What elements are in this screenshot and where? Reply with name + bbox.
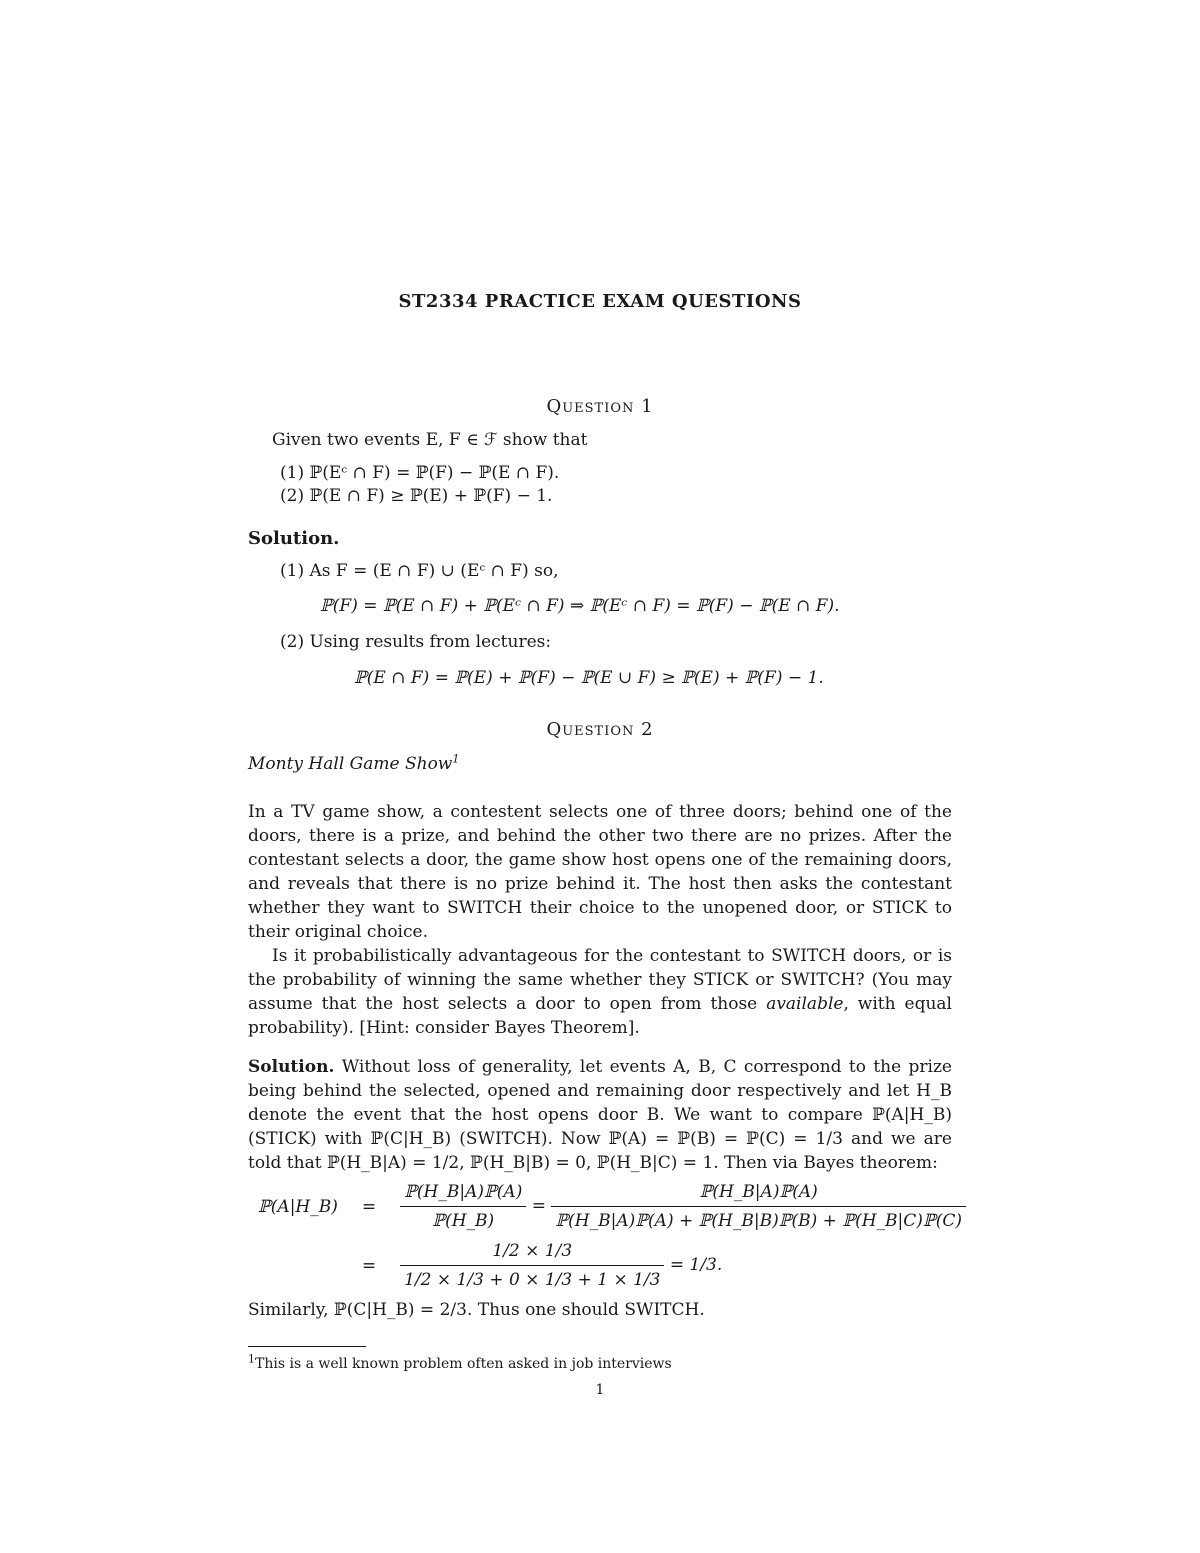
footnote-mark: 1: [248, 1352, 255, 1366]
question-2-solution-text: Without loss of generality, let events A, B, C correspond to the prize being behind the selected, opened and remaining door respectively and let H_B denote the event that the host opens door B. We want to compare ℙ(A|H_B) (STICK) with ℙ(C|H_B) (SWITCH). Now ℙ(A) = ℙ(B) = ℙ(C) = 1/3 and we are told that ℙ(H_B|A) = 1/2, ℙ(H_B|B) = 0, ℙ(H_B|C) = 1. Then via Bayes theorem:: [248, 1057, 952, 1173]
footnote-rule: [248, 1346, 366, 1347]
question-1-prompt: Given two events E, F ∈ ℱ show that: [272, 430, 588, 450]
question-2-conclusion: Similarly, ℙ(C|H_B) = 2/3. Thus one should SWITCH.: [248, 1300, 705, 1320]
bayes-result: = 1/3.: [669, 1255, 723, 1275]
bayes-fraction-1-denominator: ℙ(H_B): [432, 1211, 495, 1231]
question-1-heading: Question 1: [546, 396, 654, 417]
bayes-fraction-2-denominator: ℙ(H_B|A)ℙ(A) + ℙ(H_B|B)ℙ(B) + ℙ(H_B|C)ℙ(C): [555, 1211, 962, 1231]
page-number: 1: [595, 1382, 605, 1398]
page-title: ST2334 PRACTICE EXAM QUESTIONS: [398, 291, 802, 312]
solution-1-intro: (1) As F = (E ∩ F) ∪ (Eᶜ ∩ F) so,: [280, 561, 559, 581]
question-2-paragraph-2: [248, 944, 952, 1040]
question-2-subtitle: [248, 752, 459, 776]
question-1-item-2: (2) ℙ(E ∩ F) ≥ ℙ(E) + ℙ(F) − 1.: [280, 486, 553, 506]
question-2-solution: [248, 1055, 952, 1175]
bayes-fraction-3-numerator: 1/2 × 1/3: [400, 1239, 664, 1266]
bayes-equals-2: =: [361, 1255, 377, 1276]
bayes-fraction-1: [400, 1180, 526, 1233]
question-2-subtitle-text: Monty Hall Game Show: [248, 754, 453, 774]
paragraph-2-emphasis: available: [766, 994, 844, 1014]
paragraph-2-part-b: , with equal probability). [Hint: consider Bayes Theorem].: [248, 994, 952, 1038]
question-2-paragraph-1: In a TV game show, a contestent selects one of three doors; behind one of the doors, there is a prize, and behind the other two there are no prizes. After the contestant selects a door, the game show host opens one of the remaining doors, and reveals that there is no prize behind it. The host then asks the contestant whether they want to SWITCH their choice to the unopened door, or STICK to their original choice.: [248, 802, 952, 942]
bayes-fraction-1-numerator: ℙ(H_B|A)ℙ(A): [400, 1180, 526, 1207]
question-1-solution-label: Solution.: [248, 528, 340, 549]
question-1-item-1: (1) ℙ(Eᶜ ∩ F) = ℙ(F) − ℙ(E ∩ F).: [280, 463, 560, 483]
solution-2-intro: (2) Using results from lectures:: [280, 632, 552, 652]
footnote: [248, 1352, 672, 1376]
bayes-fraction-2: [551, 1180, 966, 1233]
bayes-fraction-3: [400, 1239, 664, 1292]
footnote-text: This is a well known problem often asked in job interviews: [255, 1356, 672, 1372]
bayes-fraction-3-denominator: 1/2 × 1/3 + 0 × 1/3 + 1 × 1/3: [404, 1270, 661, 1290]
paragraph-2-part-a: Is it probabilistically advantageous for the contestant to SWITCH doors, or is the probability of winning the same whether they STICK or SWITCH? (You may assume that the host selects a door to open from those: [248, 946, 952, 1014]
bayes-lhs: ℙ(A|H_B): [258, 1196, 338, 1217]
bayes-equals-1: =: [361, 1196, 377, 1217]
question-2-solution-label: Solution.: [248, 1057, 335, 1077]
solution-2-equation: ℙ(E ∩ F) = ℙ(E) + ℙ(F) − ℙ(E ∪ F) ≥ ℙ(E) + ℙ(F) − 1.: [354, 668, 824, 688]
bayes-fraction-2-numerator: ℙ(H_B|A)ℙ(A): [551, 1180, 966, 1207]
footnote-ref: 1: [452, 752, 460, 766]
solution-1-equation: ℙ(F) = ℙ(E ∩ F) + ℙ(Eᶜ ∩ F) ⇒ ℙ(Eᶜ ∩ F) = ℙ(F) − ℙ(E ∩ F).: [320, 596, 840, 616]
question-2-heading: Question 2: [546, 719, 654, 740]
question-2-body: [248, 800, 952, 1040]
bayes-equals-mid: =: [531, 1196, 546, 1216]
bayes-derivation: [252, 1180, 972, 1292]
